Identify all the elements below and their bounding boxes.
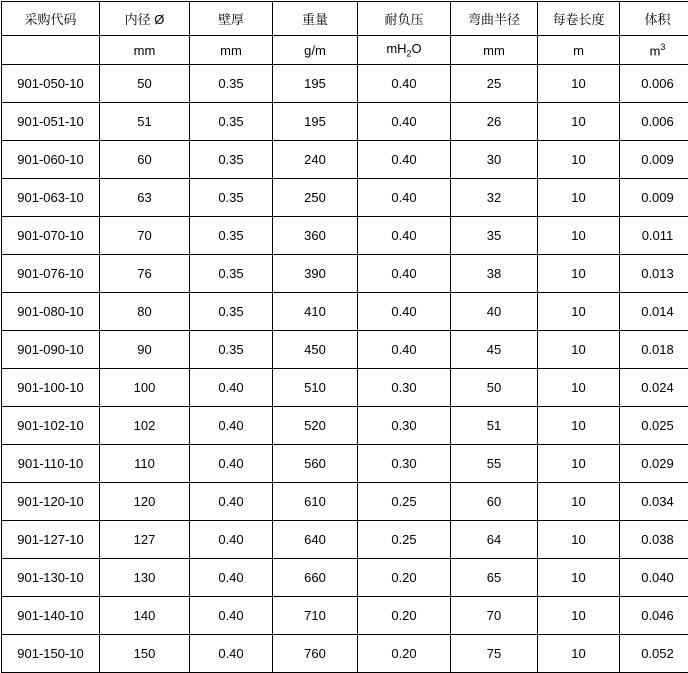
cell-inner-diameter: 90 bbox=[100, 331, 190, 369]
cell-volume: 0.006 bbox=[620, 103, 688, 141]
table-row bbox=[2, 217, 688, 255]
cell-code: 901-150-10 bbox=[2, 635, 100, 673]
header-unit-row bbox=[2, 36, 688, 65]
cell-inner-diameter: 140 bbox=[100, 597, 190, 635]
cell-code: 901-100-10 bbox=[2, 369, 100, 407]
cell-weight: 710 bbox=[273, 597, 358, 635]
table-row bbox=[2, 635, 688, 673]
cell-wall-thickness: 0.40 bbox=[190, 445, 273, 483]
cell-inner-diameter: 60 bbox=[100, 141, 190, 179]
cell-bend-radius: 40 bbox=[451, 293, 538, 331]
cell-code: 901-076-10 bbox=[2, 255, 100, 293]
cell-volume: 0.046 bbox=[620, 597, 688, 635]
cell-roll-length: 10 bbox=[538, 521, 620, 559]
cell-vacuum-resistance: 0.25 bbox=[358, 521, 451, 559]
cell-volume: 0.025 bbox=[620, 407, 688, 445]
cell-vacuum-resistance: 0.20 bbox=[358, 559, 451, 597]
cell-code: 901-080-10 bbox=[2, 293, 100, 331]
cell-code: 901-140-10 bbox=[2, 597, 100, 635]
cell-wall-thickness: 0.35 bbox=[190, 293, 273, 331]
cell-weight: 660 bbox=[273, 559, 358, 597]
cell-inner-diameter: 150 bbox=[100, 635, 190, 673]
cell-bend-radius: 38 bbox=[451, 255, 538, 293]
cell-roll-length: 10 bbox=[538, 597, 620, 635]
cell-volume: 0.006 bbox=[620, 65, 688, 103]
cell-inner-diameter: 102 bbox=[100, 407, 190, 445]
cell-roll-length: 10 bbox=[538, 255, 620, 293]
unit-code bbox=[2, 36, 100, 65]
cell-inner-diameter: 110 bbox=[100, 445, 190, 483]
cell-roll-length: 10 bbox=[538, 179, 620, 217]
cell-vacuum-resistance: 0.40 bbox=[358, 65, 451, 103]
cell-volume: 0.024 bbox=[620, 369, 688, 407]
cell-wall-thickness: 0.40 bbox=[190, 597, 273, 635]
cell-vacuum-resistance: 0.20 bbox=[358, 635, 451, 673]
cell-wall-thickness: 0.35 bbox=[190, 331, 273, 369]
cell-volume: 0.013 bbox=[620, 255, 688, 293]
cell-roll-length: 10 bbox=[538, 483, 620, 521]
column-header-code: 采购代码 bbox=[2, 2, 100, 36]
cell-volume: 0.011 bbox=[620, 217, 688, 255]
cell-bend-radius: 55 bbox=[451, 445, 538, 483]
column-header-vacuum-resistance: 耐负压 bbox=[358, 2, 451, 36]
cell-bend-radius: 50 bbox=[451, 369, 538, 407]
table-row bbox=[2, 255, 688, 293]
cell-vacuum-resistance: 0.30 bbox=[358, 445, 451, 483]
cell-code: 901-050-10 bbox=[2, 65, 100, 103]
unit-roll-length: m bbox=[538, 36, 620, 65]
cell-inner-diameter: 70 bbox=[100, 217, 190, 255]
cell-volume: 0.038 bbox=[620, 521, 688, 559]
cell-weight: 195 bbox=[273, 103, 358, 141]
cell-inner-diameter: 51 bbox=[100, 103, 190, 141]
cell-wall-thickness: 0.35 bbox=[190, 179, 273, 217]
header-title-row bbox=[2, 2, 688, 36]
column-header-weight: 重量 bbox=[273, 2, 358, 36]
column-header-volume: 体积 bbox=[620, 2, 688, 36]
unit-inner-diameter: mm bbox=[100, 36, 190, 65]
table-row bbox=[2, 331, 688, 369]
column-header-inner-diameter: 内径 Ø bbox=[100, 2, 190, 36]
table-row bbox=[2, 521, 688, 559]
cell-code: 901-120-10 bbox=[2, 483, 100, 521]
cell-weight: 560 bbox=[273, 445, 358, 483]
cell-weight: 760 bbox=[273, 635, 358, 673]
cell-wall-thickness: 0.35 bbox=[190, 255, 273, 293]
cell-vacuum-resistance: 0.40 bbox=[358, 255, 451, 293]
cell-roll-length: 10 bbox=[538, 65, 620, 103]
cell-weight: 410 bbox=[273, 293, 358, 331]
cell-code: 901-102-10 bbox=[2, 407, 100, 445]
cell-roll-length: 10 bbox=[538, 635, 620, 673]
cell-roll-length: 10 bbox=[538, 369, 620, 407]
cell-bend-radius: 26 bbox=[451, 103, 538, 141]
unit-vacuum-tail: O bbox=[412, 41, 422, 56]
unit-volume-base: m bbox=[650, 43, 661, 58]
cell-bend-radius: 30 bbox=[451, 141, 538, 179]
table-row bbox=[2, 483, 688, 521]
table-row bbox=[2, 445, 688, 483]
unit-vacuum-resistance bbox=[358, 36, 451, 65]
cell-wall-thickness: 0.40 bbox=[190, 407, 273, 445]
column-header-roll-length: 每卷长度 bbox=[538, 2, 620, 36]
table-row bbox=[2, 179, 688, 217]
cell-vacuum-resistance: 0.40 bbox=[358, 217, 451, 255]
cell-weight: 240 bbox=[273, 141, 358, 179]
cell-code: 901-110-10 bbox=[2, 445, 100, 483]
table-row bbox=[2, 103, 688, 141]
cell-inner-diameter: 80 bbox=[100, 293, 190, 331]
table-row bbox=[2, 65, 688, 103]
cell-bend-radius: 45 bbox=[451, 331, 538, 369]
cell-inner-diameter: 120 bbox=[100, 483, 190, 521]
cell-bend-radius: 51 bbox=[451, 407, 538, 445]
cell-code: 901-090-10 bbox=[2, 331, 100, 369]
cell-bend-radius: 25 bbox=[451, 65, 538, 103]
cell-weight: 610 bbox=[273, 483, 358, 521]
cell-volume: 0.052 bbox=[620, 635, 688, 673]
cell-bend-radius: 70 bbox=[451, 597, 538, 635]
cell-volume: 0.009 bbox=[620, 141, 688, 179]
cell-roll-length: 10 bbox=[538, 407, 620, 445]
cell-code: 901-127-10 bbox=[2, 521, 100, 559]
cell-weight: 510 bbox=[273, 369, 358, 407]
cell-weight: 195 bbox=[273, 65, 358, 103]
cell-bend-radius: 75 bbox=[451, 635, 538, 673]
cell-roll-length: 10 bbox=[538, 217, 620, 255]
cell-inner-diameter: 100 bbox=[100, 369, 190, 407]
cell-volume: 0.009 bbox=[620, 179, 688, 217]
table-row bbox=[2, 369, 688, 407]
cell-bend-radius: 65 bbox=[451, 559, 538, 597]
cell-bend-radius: 32 bbox=[451, 179, 538, 217]
cell-vacuum-resistance: 0.40 bbox=[358, 103, 451, 141]
cell-volume: 0.014 bbox=[620, 293, 688, 331]
cell-wall-thickness: 0.40 bbox=[190, 635, 273, 673]
cell-weight: 390 bbox=[273, 255, 358, 293]
cell-wall-thickness: 0.40 bbox=[190, 521, 273, 559]
table-row bbox=[2, 597, 688, 635]
table-body bbox=[2, 65, 688, 673]
cell-vacuum-resistance: 0.20 bbox=[358, 597, 451, 635]
cell-roll-length: 10 bbox=[538, 293, 620, 331]
cell-weight: 640 bbox=[273, 521, 358, 559]
column-header-bend-radius: 弯曲半径 bbox=[451, 2, 538, 36]
cell-wall-thickness: 0.35 bbox=[190, 141, 273, 179]
cell-wall-thickness: 0.35 bbox=[190, 65, 273, 103]
cell-volume: 0.029 bbox=[620, 445, 688, 483]
cell-inner-diameter: 130 bbox=[100, 559, 190, 597]
cell-roll-length: 10 bbox=[538, 445, 620, 483]
unit-weight: g/m bbox=[273, 36, 358, 65]
unit-volume bbox=[620, 36, 688, 65]
cell-roll-length: 10 bbox=[538, 141, 620, 179]
cell-bend-radius: 64 bbox=[451, 521, 538, 559]
unit-wall-thickness: mm bbox=[190, 36, 273, 65]
cell-vacuum-resistance: 0.30 bbox=[358, 407, 451, 445]
cell-vacuum-resistance: 0.30 bbox=[358, 369, 451, 407]
cell-inner-diameter: 50 bbox=[100, 65, 190, 103]
table-row bbox=[2, 407, 688, 445]
cell-roll-length: 10 bbox=[538, 103, 620, 141]
cell-vacuum-resistance: 0.25 bbox=[358, 483, 451, 521]
table-header bbox=[2, 2, 688, 65]
cell-vacuum-resistance: 0.40 bbox=[358, 141, 451, 179]
column-header-wall-thickness: 壁厚 bbox=[190, 2, 273, 36]
cell-wall-thickness: 0.35 bbox=[190, 217, 273, 255]
cell-code: 901-051-10 bbox=[2, 103, 100, 141]
unit-volume-superscript: 3 bbox=[660, 42, 665, 52]
cell-bend-radius: 35 bbox=[451, 217, 538, 255]
cell-wall-thickness: 0.40 bbox=[190, 483, 273, 521]
cell-code: 901-070-10 bbox=[2, 217, 100, 255]
cell-inner-diameter: 63 bbox=[100, 179, 190, 217]
cell-inner-diameter: 76 bbox=[100, 255, 190, 293]
cell-weight: 250 bbox=[273, 179, 358, 217]
table-row bbox=[2, 293, 688, 331]
cell-roll-length: 10 bbox=[538, 559, 620, 597]
cell-inner-diameter: 127 bbox=[100, 521, 190, 559]
cell-wall-thickness: 0.35 bbox=[190, 103, 273, 141]
cell-volume: 0.018 bbox=[620, 331, 688, 369]
cell-volume: 0.040 bbox=[620, 559, 688, 597]
cell-weight: 450 bbox=[273, 331, 358, 369]
table-row bbox=[2, 141, 688, 179]
cell-bend-radius: 60 bbox=[451, 483, 538, 521]
unit-bend-radius: mm bbox=[451, 36, 538, 65]
cell-vacuum-resistance: 0.40 bbox=[358, 179, 451, 217]
cell-weight: 360 bbox=[273, 217, 358, 255]
unit-vacuum-subscript: 2 bbox=[407, 49, 412, 59]
cell-code: 901-060-10 bbox=[2, 141, 100, 179]
cell-code: 901-063-10 bbox=[2, 179, 100, 217]
cell-wall-thickness: 0.40 bbox=[190, 559, 273, 597]
cell-vacuum-resistance: 0.40 bbox=[358, 293, 451, 331]
cell-volume: 0.034 bbox=[620, 483, 688, 521]
cell-roll-length: 10 bbox=[538, 331, 620, 369]
cell-code: 901-130-10 bbox=[2, 559, 100, 597]
cell-weight: 520 bbox=[273, 407, 358, 445]
cell-vacuum-resistance: 0.40 bbox=[358, 331, 451, 369]
unit-vacuum-base: mH bbox=[386, 41, 406, 56]
cell-wall-thickness: 0.40 bbox=[190, 369, 273, 407]
specification-table bbox=[1, 1, 688, 673]
table-row bbox=[2, 559, 688, 597]
